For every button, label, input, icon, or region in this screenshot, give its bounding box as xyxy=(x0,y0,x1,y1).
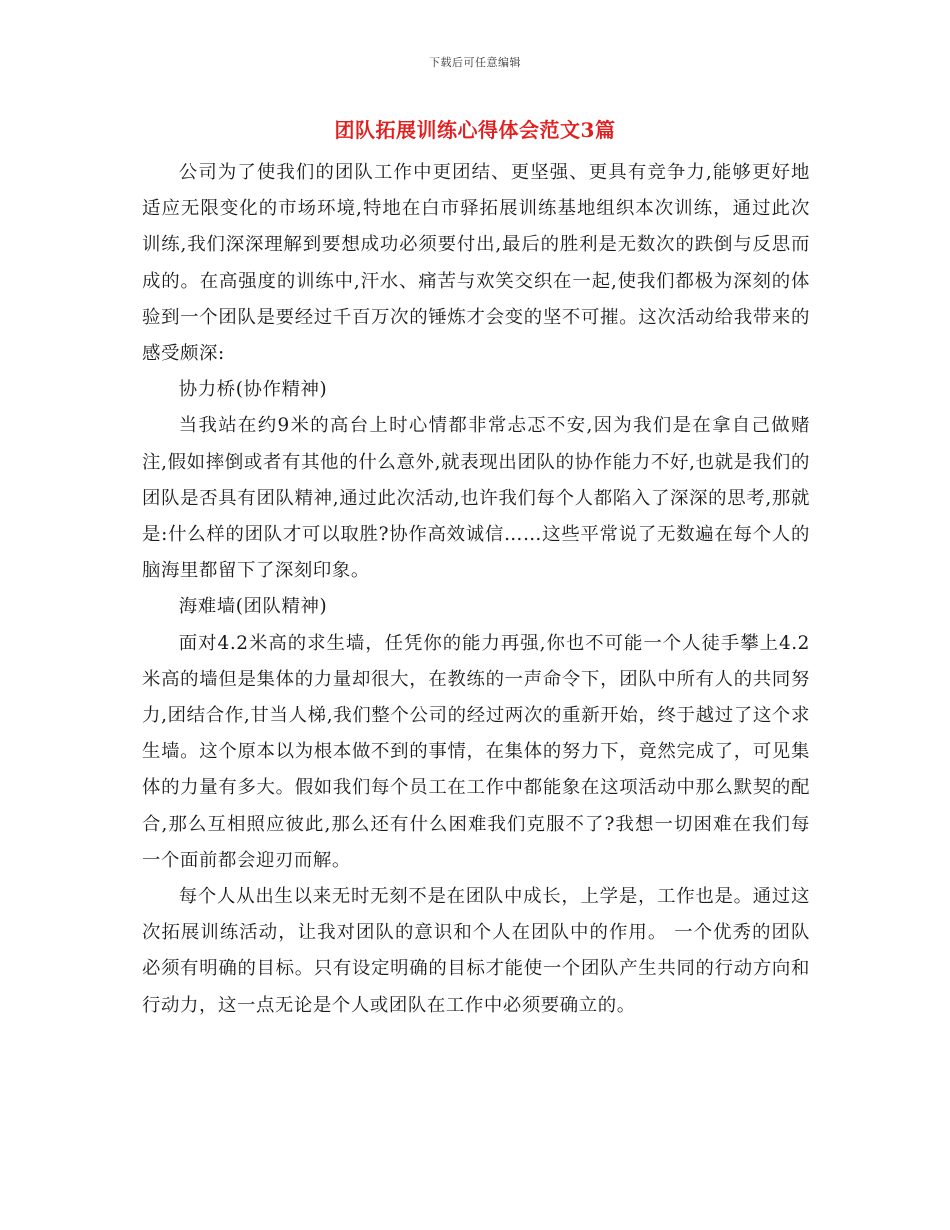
document-body xyxy=(142,155,810,1024)
document-title: 团队拓展训练心得体会范文3篇 xyxy=(334,118,616,142)
paragraph-wall: 面对4.2米高的求生墙，任凭你的能力再强,你也不可能一个人徒手攀上4.2米高的墙但是集体的力量却很大，在教练的一声命令下，团队中所有人的共同努力,团结合作,甘当人梯,我们整个公司的经过两次的重新开始，终于越过了这个求生墙。这个原本以为根本做不到的事情，在集体的努力下，竟然完成了，可见集体的力量有多大。假如我们每个员工在工作中都能象在这项活动中那么默契的配合,那么互相照应彼此,那么还有什么困难我们克服不了?我想一切困难在我们每一个面前都会迎刃而解。 xyxy=(142,632,810,871)
section-heading-bridge: 协力桥(协作精神) xyxy=(178,379,328,401)
section-heading-wall: 海难墙(团队精神) xyxy=(178,596,328,618)
paragraph-bridge: 当我站在约9米的高台上时心情都非常忐忑不安,因为我们是在拿自己做赌注,假如摔倒或者有其他的什么意外,就表现出团队的协作能力不好,也就是我们的团队是否具有团队精神,通过此次活动,也许我们每个人都陷入了深深的思考,那就是:什么样的团队才可以取胜?协作高效诚信……这些平常说了无数遍在每个人的脑海里都留下了深刻印象。 xyxy=(142,415,810,582)
paragraph-conclusion: 每个人从出生以来无时无刻不是在团队中成长，上学是，工作也是。通过这次拓展训练活动，让我对团队的意识和个人在团队中的作用。 一个优秀的团队必须有明确的目标。只有设定明确的目标才能使一个团队产生共同的行动方向和行动力，这一点无论是个人或团队在工作中必须要确立的。 xyxy=(142,886,810,1016)
paragraph-intro: 公司为了使我们的团队工作中更团结、更坚强、更具有竞争力,能够更好地适应无限变化的市场环境,特地在白市驿拓展训练基地组织本次训练，通过此次训练,我们深深理解到要想成功必须要付出,最后的胜利是无数次的跌倒与反思而成的。在高强度的训练中,汗水、痛苦与欢笑交织在一起,使我们都极为深刻的体验到一个团队是要经过千百万次的锤炼才会变的坚不可摧。这次活动给我带来的感受颇深: xyxy=(142,162,810,365)
header-note: 下载后可任意编辑 xyxy=(429,56,521,69)
